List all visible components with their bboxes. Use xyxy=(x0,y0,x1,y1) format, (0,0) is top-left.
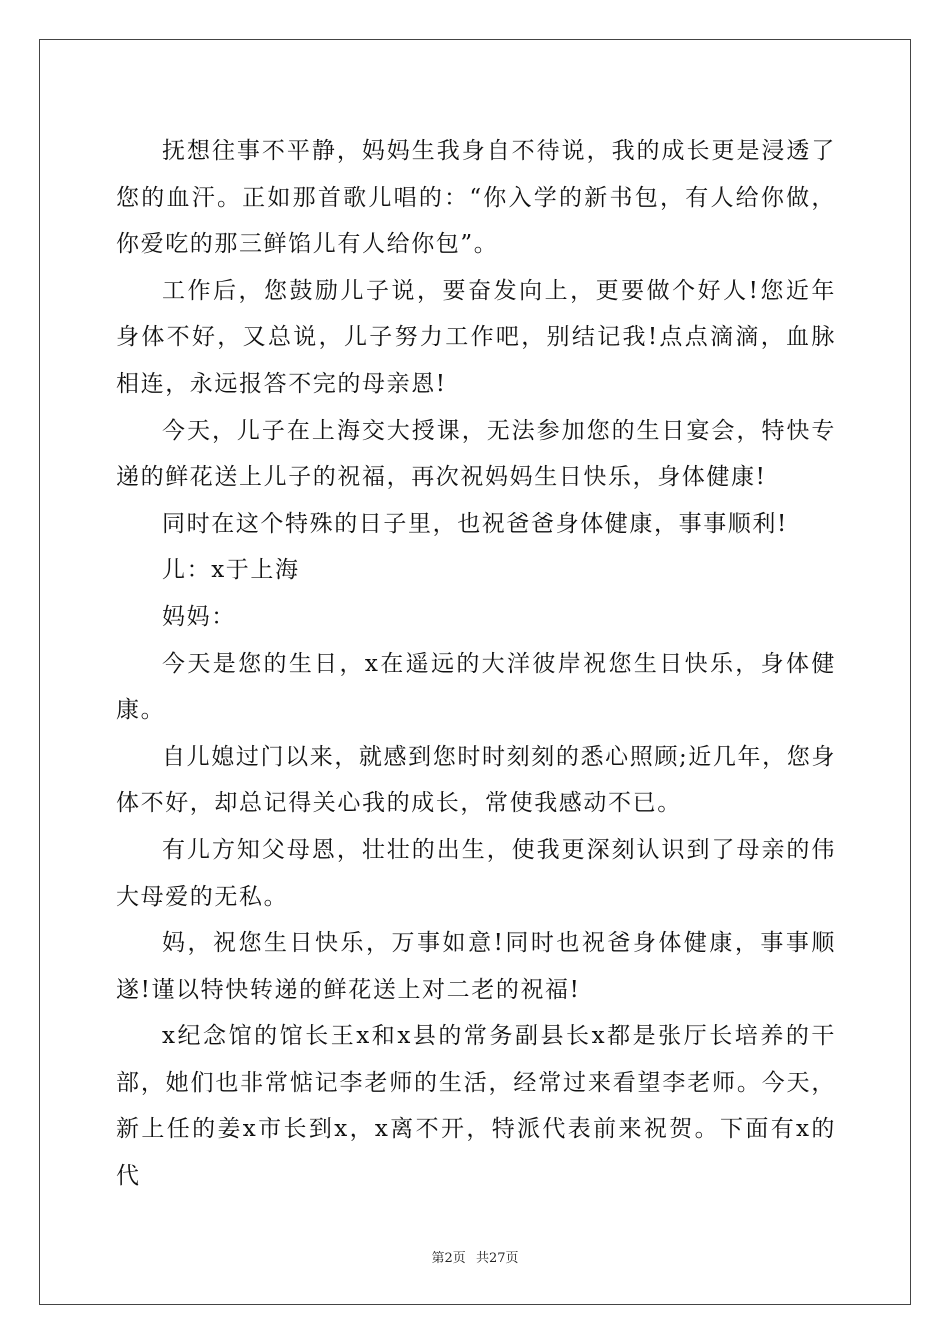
paragraph: 今天，儿子在上海交大授课，无法参加您的生日宴会，特快专递的鲜花送上儿子的祝福，再次祝妈妈生日快乐，身体健康! xyxy=(116,417,836,491)
paragraph: 妈，祝您生日快乐，万事如意!同时也祝爸身体健康，事事顺遂!谨以特快转递的鲜花送上对二老的祝福! xyxy=(116,930,836,1003)
paragraph: 工作后，您鼓励儿子说，要奋发向上，更要做个好人!您近年身体不好，又总说，儿子努力工作吧，别结记我!点点滴滴，血脉相连，永远报答不完的母亲恩! xyxy=(116,277,836,397)
paragraph: 自儿媳过门以来，就感到您时时刻刻的悉心照顾;近几年，您身体不好，却总记得关心我的成长，常使我感动不已。 xyxy=(116,743,836,817)
document-body xyxy=(116,128,836,1200)
signature-line: 儿：x于上海 xyxy=(162,557,300,584)
page-footer xyxy=(0,1247,950,1266)
page-number: 第2页 xyxy=(431,1251,466,1266)
salutation: 妈妈： xyxy=(162,603,236,630)
paragraph: 抚想往事不平静，妈妈生我身自不待说，我的成长更是浸透了您的血汗。正如那首歌儿唱的：“你入学的新书包，有人给你做，你爱吃的那三鲜馅儿有人给你包”。 xyxy=(116,138,836,258)
page-total: 共27页 xyxy=(475,1251,519,1266)
paragraph: 同时在这个特殊的日子里，也祝爸爸身体健康，事事顺利! xyxy=(162,510,788,537)
paragraph: 有儿方知父母恩，壮壮的出生，使我更深刻认识到了母亲的伟大母爱的无私。 xyxy=(116,836,836,910)
paragraph: x纪念馆的馆长王x和x县的常务副县长x都是张厅长培养的干部，她们也非常惦记李老师的生活，经常过来看望李老师。今天，新上任的姜x市长到x，x离不开，特派代表前来祝贺。下面有x的代 xyxy=(116,1023,836,1190)
paragraph: 今天是您的生日，x在遥远的大洋彼岸祝您生日快乐，身体健康。 xyxy=(116,650,836,724)
